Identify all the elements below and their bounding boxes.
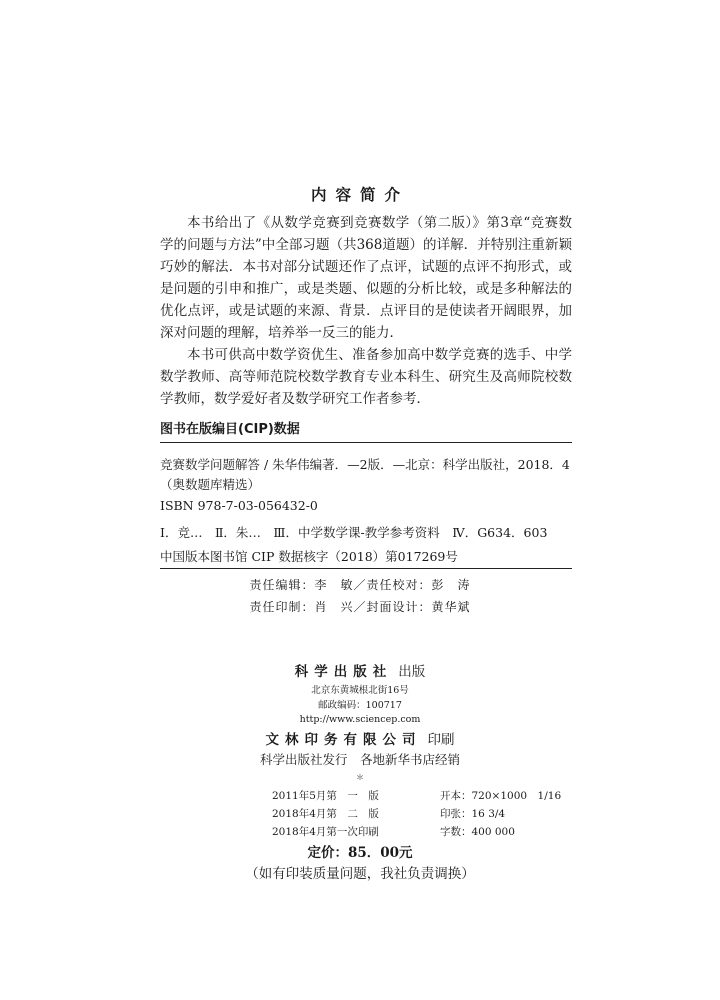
publisher-role: 出版 (398, 664, 426, 680)
price: 定价：85．00元 (307, 845, 413, 861)
distribution-line: 科学出版社发行 各地新华书店经销 (259, 752, 460, 767)
publisher-address: 北京东黄城根北街16号 (311, 685, 409, 696)
edition-spec: 开本：720×1000 1/16 (440, 790, 562, 802)
summary-paragraph-2: 本书可供高中数学资优生、准备参加高中数学竞赛的选手、中学数学教师、高等师范院校数学教育专业本科生、研究生及高师院校数学教师，数学爱好者及数学研究工作者参考． (160, 347, 572, 407)
publisher-name: 科学出版社 (294, 664, 393, 680)
staff-printing-design: 责任印制：肖 兴／封面设计：黄华斌 (249, 600, 471, 614)
publisher-postcode: 邮政编码：100717 (318, 700, 402, 711)
quality-notice: （如有印装质量问题，我社负责调换） (245, 866, 475, 882)
cip-record-line-2: （奥数题库精选） (160, 477, 261, 492)
printer-name: 文林印务有限公司 (265, 732, 422, 748)
publisher-url: http://www.sciencep.com (299, 714, 421, 725)
edition-row (272, 824, 515, 839)
cip-top-rule (160, 442, 572, 443)
cip-record-line-1: 竞赛数学问题解答 / 朱华伟编著．—2版．—北京：科学出版社，2018．4 (160, 457, 570, 472)
printer-line (0, 728, 720, 748)
cip-classification: Ⅰ．竞… Ⅱ．朱… Ⅲ．中学数学课-教学参考资料 Ⅳ．G634．603 (160, 525, 548, 540)
edition-date: 2018年4月第 二 版 (272, 808, 379, 820)
separator-star: ＊ (356, 773, 364, 782)
edition-date: 2011年5月第 一 版 (272, 790, 379, 802)
publisher-line (0, 660, 720, 680)
cip-bottom-rule (160, 568, 572, 569)
edition-row (272, 788, 561, 803)
edition-date: 2018年4月第一次印刷 (272, 826, 379, 838)
summary-body (160, 212, 572, 410)
cip-isbn: ISBN 978-7-03-056432-0 (160, 498, 318, 513)
summary-title: 内容简介 (310, 186, 409, 204)
cip-heading: 图书在版编目(CIP)数据 (160, 422, 300, 437)
edition-spec: 印张：16 3/4 (440, 808, 506, 820)
printer-role: 印刷 (427, 732, 455, 748)
summary-paragraph-1: 本书给出了《从数学竞赛到竞赛数学（第二版）》第3章“竞赛数学的问题与方法”中全部习题（共368道题）的详解．并特别注重新颖巧妙的解法．本书对部分试题还作了点评，试题的点评不拘形式，或是问题的引申和推广，或是类题、似题的分析比较，或是多种解法的优化点评，或是试题的来源、背景．点评目的是使读者开阔眼界，加深对问题的理解，培养举一反三的能力． (160, 215, 572, 341)
edition-row (272, 806, 505, 821)
edition-spec: 字数：400 000 (440, 826, 515, 838)
cip-data-number: 中国版本图书馆 CIP 数据核字（2018）第017269号 (160, 549, 458, 564)
staff-editors: 责任编辑：李 敏／责任校对：彭 涛 (249, 578, 471, 592)
